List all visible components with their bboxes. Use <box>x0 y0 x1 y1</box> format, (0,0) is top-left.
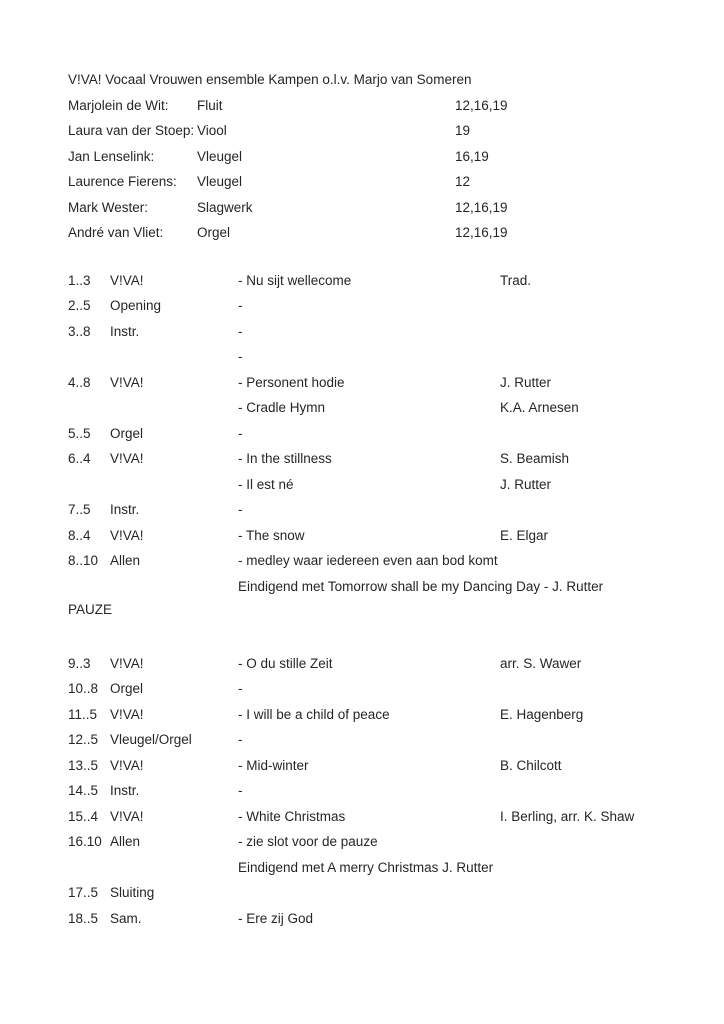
program-performer: V!VA! <box>110 809 144 824</box>
program-row <box>0 527 724 545</box>
program-row <box>0 731 724 749</box>
program-performer: Orgel <box>110 426 144 441</box>
program-performer: V!VA! <box>110 375 144 390</box>
program-performer: Allen <box>110 553 141 568</box>
program-composer: J. Rutter <box>500 477 552 492</box>
musician-numbers: 12,16,19 <box>455 98 508 113</box>
program-piece: - Personent hodie <box>238 375 345 390</box>
program-piece: - Cradle Hymn <box>238 400 326 415</box>
musician-name: Jan Lenselink: <box>68 149 155 164</box>
musician-instrument: Fluit <box>197 98 223 113</box>
pause-label: PAUZE <box>68 602 113 617</box>
musician-numbers: 12,16,19 <box>455 225 508 240</box>
program-composer: B. Chilcott <box>500 758 562 773</box>
program-row <box>0 910 724 928</box>
program-piece: - <box>238 783 243 798</box>
program-number: 11..5 <box>68 707 98 722</box>
musician-numbers: 12 <box>455 174 471 189</box>
musician-row <box>0 199 724 217</box>
program-piece: Eindigend met A merry Christmas J. Rutter <box>238 860 494 875</box>
program-row <box>0 501 724 519</box>
program-piece: - <box>238 681 243 696</box>
program-piece: - In the stillness <box>238 451 332 466</box>
program-row <box>0 680 724 698</box>
musician-row <box>0 97 724 115</box>
program-row <box>0 859 724 877</box>
program-row <box>0 757 724 775</box>
program-composer: J. Rutter <box>500 375 552 390</box>
program-row <box>0 808 724 826</box>
musician-numbers: 12,16,19 <box>455 200 508 215</box>
musician-name: Marjolein de Wit: <box>68 98 169 113</box>
program-piece: - <box>238 349 243 364</box>
program-piece: Eindigend met Tomorrow shall be my Dancing Day - J. Rutter <box>238 579 604 594</box>
program-composer: arr. S. Wawer <box>500 656 582 671</box>
program-number: 2..5 <box>68 298 91 313</box>
program-piece: - <box>238 426 243 441</box>
program-number: 8..10 <box>68 553 99 568</box>
program-composer: Trad. <box>500 273 532 288</box>
program-composer: S. Beamish <box>500 451 570 466</box>
program-number: 8..4 <box>68 528 91 543</box>
musician-row <box>0 173 724 191</box>
musician-instrument: Viool <box>197 123 227 138</box>
program-piece: - <box>238 502 243 517</box>
program-performer: Vleugel/Orgel <box>110 732 192 747</box>
program-row <box>0 348 724 366</box>
program-performer: V!VA! <box>110 528 144 543</box>
program-row <box>0 323 724 341</box>
pause-row <box>0 601 724 619</box>
program-row <box>0 706 724 724</box>
program-number: 15..4 <box>68 809 99 824</box>
ensemble-title: V!VA! Vocaal Vrouwen ensemble Kampen o.l.v. Marjo van Someren <box>68 72 472 87</box>
program-row <box>0 374 724 392</box>
program-performer: Opening <box>110 298 162 313</box>
program-performer: V!VA! <box>110 273 144 288</box>
program-row <box>0 450 724 468</box>
program-number: 3..8 <box>68 324 91 339</box>
program-row <box>0 552 724 570</box>
program-piece: - O du stille Zeit <box>238 656 333 671</box>
program-piece: - medley waar iedereen even aan bod komt <box>238 553 498 568</box>
program-composer: E. Hagenberg <box>500 707 584 722</box>
program-number: 4..8 <box>68 375 91 390</box>
program-performer: Instr. <box>110 502 140 517</box>
program-performer: V!VA! <box>110 656 144 671</box>
musician-numbers: 16,19 <box>455 149 489 164</box>
program-row <box>0 578 724 596</box>
program-piece: - Il est né <box>238 477 294 492</box>
program-piece: - <box>238 324 243 339</box>
program-number: 12..5 <box>68 732 99 747</box>
program-performer: Sluiting <box>110 885 155 900</box>
program-number: 5..5 <box>68 426 91 441</box>
program-piece: - zie slot voor de pauze <box>238 834 378 849</box>
musician-instrument: Orgel <box>197 225 231 240</box>
program-performer: V!VA! <box>110 707 144 722</box>
program-row <box>0 297 724 315</box>
program-performer: Instr. <box>110 783 140 798</box>
program-composer: E. Elgar <box>500 528 549 543</box>
program-number: 18..5 <box>68 911 99 926</box>
title-row <box>0 71 724 89</box>
musician-row <box>0 122 724 140</box>
program-number: 14..5 <box>68 783 99 798</box>
program-row <box>0 655 724 673</box>
musician-instrument: Vleugel <box>197 174 243 189</box>
musician-name: Mark Wester: <box>68 200 149 215</box>
musician-instrument: Slagwerk <box>197 200 253 215</box>
program-row <box>0 425 724 443</box>
program-piece: - I will be a child of peace <box>238 707 390 722</box>
program-row <box>0 399 724 417</box>
program-composer: K.A. Arnesen <box>500 400 579 415</box>
musician-instrument: Vleugel <box>197 149 243 164</box>
program-number: 9..3 <box>68 656 91 671</box>
musician-name: André van Vliet: <box>68 225 164 240</box>
program-composer: I. Berling, arr. K. Shaw <box>500 809 635 824</box>
program-row <box>0 782 724 800</box>
musician-row <box>0 224 724 242</box>
program-number: 13..5 <box>68 758 99 773</box>
program-performer: Allen <box>110 834 141 849</box>
program-row <box>0 884 724 902</box>
program-row <box>0 272 724 290</box>
program-piece: - <box>238 732 243 747</box>
program-piece: - The snow <box>238 528 305 543</box>
program-number: 17..5 <box>68 885 99 900</box>
program-row <box>0 833 724 851</box>
program-performer: V!VA! <box>110 451 144 466</box>
program-performer: Sam. <box>110 911 142 926</box>
program-row <box>0 476 724 494</box>
program-performer: V!VA! <box>110 758 144 773</box>
program-number: 10..8 <box>68 681 99 696</box>
program-performer: Instr. <box>110 324 140 339</box>
program-number: 7..5 <box>68 502 91 517</box>
program-piece: - White Christmas <box>238 809 346 824</box>
musician-name: Laura van der Stoep: <box>68 123 195 138</box>
program-piece: - <box>238 298 243 313</box>
program-piece: - Ere zij God <box>238 911 314 926</box>
musician-row <box>0 148 724 166</box>
program-number: 1..3 <box>68 273 91 288</box>
program-number: 16.10 <box>68 834 102 849</box>
musician-numbers: 19 <box>455 123 471 138</box>
program-piece: - Mid-winter <box>238 758 309 773</box>
musician-name: Laurence Fierens: <box>68 174 177 189</box>
program-performer: Orgel <box>110 681 144 696</box>
program-number: 6..4 <box>68 451 91 466</box>
program-piece: - Nu sijt wellecome <box>238 273 352 288</box>
